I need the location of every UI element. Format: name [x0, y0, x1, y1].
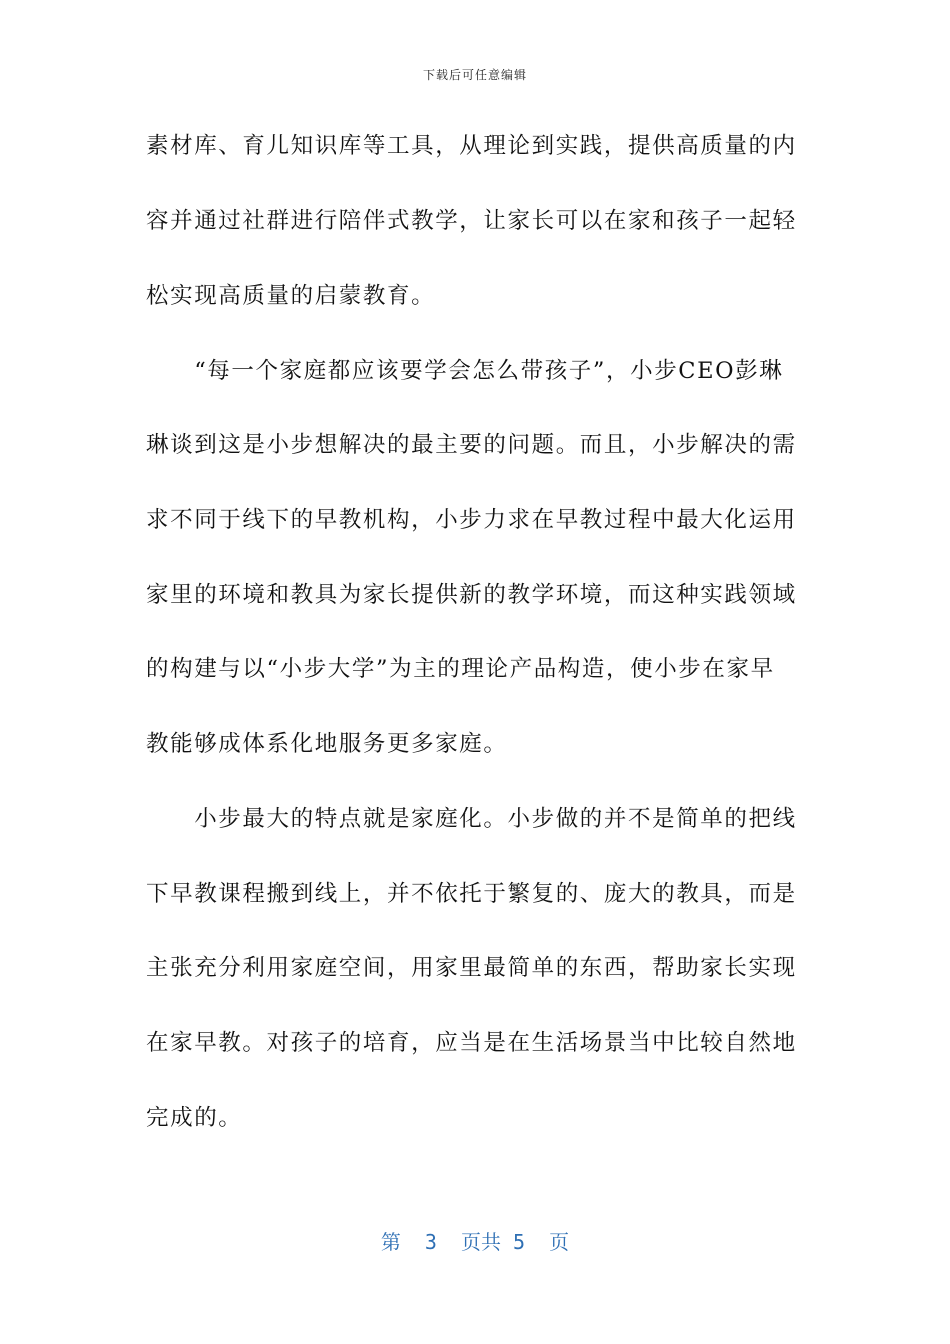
header-note: 下载后可任意编辑 — [422, 68, 527, 82]
text-line: 容并通过社群进行陪伴式教学，让家长可以在家和孩子一起轻 — [146, 208, 797, 234]
text-line: 琳谈到这是小步想解决的最主要的问题。而且，小步解决的需 — [146, 432, 797, 458]
text-line: 教能够成体系化地服务更多家庭。 — [146, 731, 508, 757]
text-line: 的构建与以“小步大学”为主的理论产品构造，使小步在家早 — [146, 656, 775, 682]
text-line: 下早教课程搬到线上，并不依托于繁复的、庞大的教具，而是 — [146, 881, 797, 907]
text-line: 主张充分利用家庭空间，用家里最简单的东西，帮助家长实现 — [146, 955, 797, 981]
text-line: 松实现高质量的启蒙教育。 — [146, 283, 436, 309]
text-line: “每一个家庭都应该要学会怎么带孩子”，小步CEO彭琳 — [146, 358, 784, 384]
text-line: 素材库、育儿知识库等工具，从理论到实践，提供高质量的内 — [146, 133, 797, 159]
text-line: 在家早教。对孩子的培育，应当是在生活场景当中比较自然地 — [146, 1030, 797, 1056]
page-number: 第 3 页共 5 页 — [380, 1230, 570, 1254]
text-line: 家里的环境和教具为家长提供新的教学环境，而这种实践领域 — [146, 582, 797, 608]
text-line: 完成的。 — [146, 1105, 243, 1131]
text-line: 求不同于线下的早教机构，小步力求在早教过程中最大化运用 — [146, 507, 797, 533]
text-line: 小步最大的特点就是家庭化。小步做的并不是简单的把线 — [146, 806, 797, 832]
